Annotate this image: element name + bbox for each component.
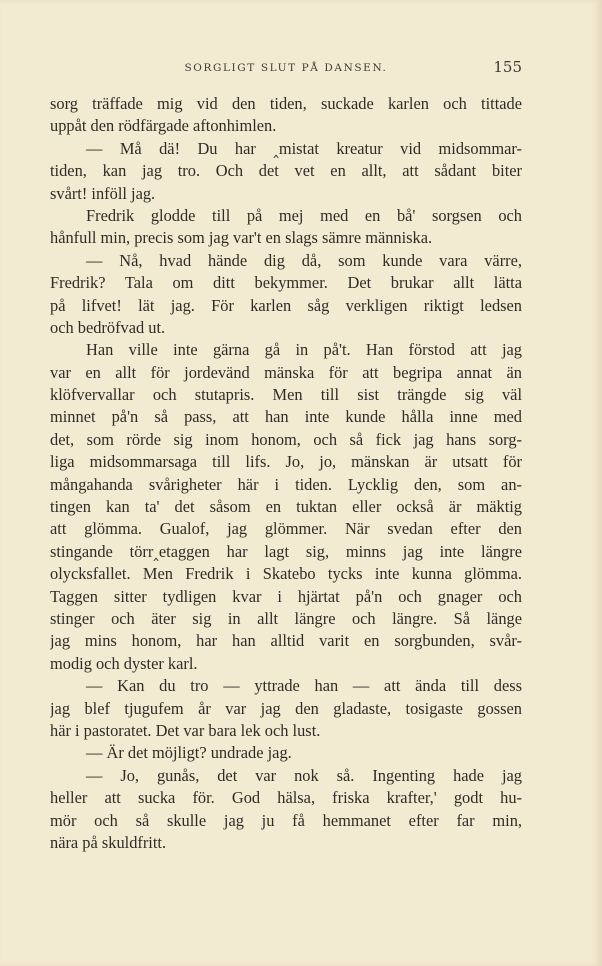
text-line: svårt! inföll jag.: [50, 183, 156, 203]
text-line: Fredrik glodde till på mej med en bå' sorgsen och: [86, 205, 522, 225]
text-line: stinger och äter sig in allt längre och längre. Så länge: [50, 608, 522, 628]
running-title: SORGLIGT SLUT PÅ DANSEN.: [184, 62, 388, 74]
text-line: olycksfallet. Men Fredrik i Skatebo tycks inte kunna glömma.: [50, 564, 522, 584]
text-line: tiden, kan jag tro. Och det vet en allt, att sådant biter: [50, 161, 522, 181]
text-line: jag mins honom, har han alltid varit en sorgbunden, svår-: [50, 631, 522, 651]
text-line: sorg träffade mig vid den tiden, suckade karlen och tittade: [50, 94, 522, 113]
text-line: nära på skuldfritt.: [50, 832, 167, 852]
text-line: Taggen sitter tydligen kvar i hjärtat på'n och gnager och: [50, 586, 522, 606]
text-line: tingen kan ta' det såsom en tuktan eller också är mäktig: [50, 497, 522, 517]
text-line: modig och dyster karl.: [50, 653, 198, 673]
text-line: klöfvervallar och stutapris. Men till sist trängde sig väl: [50, 385, 522, 405]
text-line: — Kan du tro — yttrade han — att ända till dess: [86, 676, 522, 696]
text-line: minnet på'n så pass, att han inte kunde hålla inne med: [50, 407, 522, 427]
text-line: hånfull min, precis som jag var't en slags sämre människa.: [50, 228, 433, 248]
page-header: [50, 58, 522, 82]
text-line: mångahanda svårigheter här i tiden. Lycklig den, som an-: [50, 474, 522, 494]
text-line: att glömma. Gualof, jag glömmer. När svedan efter den: [50, 519, 522, 539]
text-line: här i pastoratet. Det var bara lek och lust.: [50, 720, 321, 740]
text-line: mör och så skulle jag ju få hemmanet efter far min,: [50, 810, 522, 830]
text-line: — Må dä! Du har ‸mistat kreatur vid midsommar-: [86, 138, 522, 158]
page-number: 155: [493, 58, 522, 76]
text-line: uppåt den rödfärgade aftonhimlen.: [50, 116, 277, 136]
text-line: Han ville inte gärna gå in på't. Han förstod att jag: [86, 340, 522, 360]
body-text: [50, 93, 522, 854]
text-line: stingande törr‸etaggen har lagt sig, minns jag inte längre: [50, 541, 522, 561]
text-line: var en allt för jordevänd mänska för att begripa annat än: [50, 362, 522, 382]
text-line: — Nå, hvad hände dig då, som kunde vara värre,: [86, 250, 522, 270]
text-line: det, som rörde sig inom honom, och så fick jag hans sorg-: [50, 429, 522, 449]
text-line: — Jo, gunås, det var nok så. Ingenting hade jag: [86, 765, 522, 785]
text-line: — Är det möjligt? undrade jag.: [86, 743, 292, 763]
text-line: jag blef tjugufem år var jag den gladaste, tosigaste gossen: [50, 698, 522, 718]
text-line: på lifvet! lät jag. För karlen såg verkligen riktigt ledsen: [50, 295, 522, 315]
text-line: liga midsommarsaga till lifs. Jo, jo, mänskan är utsatt för: [50, 452, 522, 472]
text-line: heller att sucka för. God hälsa, friska krafter,' godt hu-: [50, 788, 522, 808]
text-line: och bedröfvad ut.: [50, 317, 166, 337]
text-line: Fredrik? Tala om ditt bekymmer. Det brukar allt lätta: [50, 273, 522, 293]
